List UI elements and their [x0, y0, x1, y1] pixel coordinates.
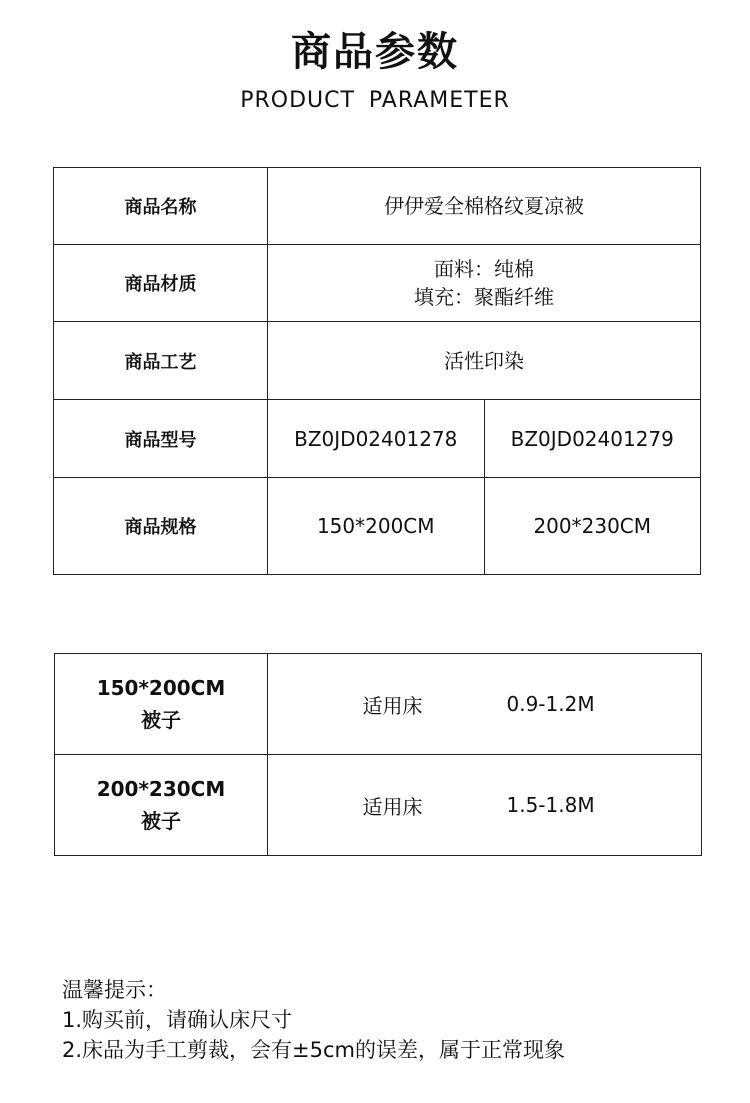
- table-row-spec: [54, 478, 701, 575]
- bed-fit-item: 被子: [141, 708, 181, 732]
- table-row-material: [54, 245, 701, 322]
- bed-fit-size: 200*230CM: [96, 777, 226, 801]
- bed-fit-table: [54, 653, 702, 856]
- page-title: 商品参数: [291, 29, 459, 75]
- spec-value-2: 200*230CM: [484, 478, 701, 575]
- table-row-model: [54, 400, 701, 478]
- material-fabric: 面料：纯棉: [434, 257, 534, 281]
- model-value-2: BZ0JD02401279: [484, 400, 701, 478]
- name-value: 伊伊爱全棉格纹夏凉被: [268, 168, 701, 245]
- bed-fit-label: 适用床: [362, 794, 423, 819]
- table-row: [55, 755, 702, 856]
- tips-section: [62, 975, 565, 1065]
- table-row: [55, 654, 702, 755]
- craft-value: 活性印染: [268, 322, 701, 400]
- bed-fit-label: 适用床: [362, 693, 423, 718]
- page-subtitle: PRODUCT PARAMETER: [240, 88, 510, 113]
- model-value-1: BZ0JD02401278: [268, 400, 485, 478]
- name-label: 商品名称: [54, 168, 268, 245]
- tips-heading: 温馨提示：: [62, 978, 167, 1002]
- spec-value-1: 150*200CM: [268, 478, 485, 575]
- bed-fit-value-cell: [268, 755, 702, 856]
- spec-label: 商品规格: [54, 478, 268, 575]
- bed-fit-range: 0.9-1.2M: [506, 692, 595, 716]
- table-row-name: [54, 168, 701, 245]
- tips-line-2: 2.床品为手工剪裁，会有±5cm的误差，属于正常现象: [62, 1038, 565, 1062]
- material-filling: 填充：聚酯纤维: [414, 285, 554, 309]
- tips-line-1: 1.购买前，请确认床尺寸: [62, 1008, 293, 1032]
- model-label: 商品型号: [54, 400, 268, 478]
- material-value: [268, 245, 701, 322]
- bed-fit-size: 150*200CM: [96, 676, 226, 700]
- bed-fit-value-cell: [268, 654, 702, 755]
- product-parameter-table: [53, 167, 701, 575]
- material-label: 商品材质: [54, 245, 268, 322]
- bed-fit-size-cell: [55, 755, 268, 856]
- bed-fit-item: 被子: [141, 809, 181, 833]
- craft-label: 商品工艺: [54, 322, 268, 400]
- table-row-craft: [54, 322, 701, 400]
- bed-fit-range: 1.5-1.8M: [506, 793, 595, 817]
- bed-fit-size-cell: [55, 654, 268, 755]
